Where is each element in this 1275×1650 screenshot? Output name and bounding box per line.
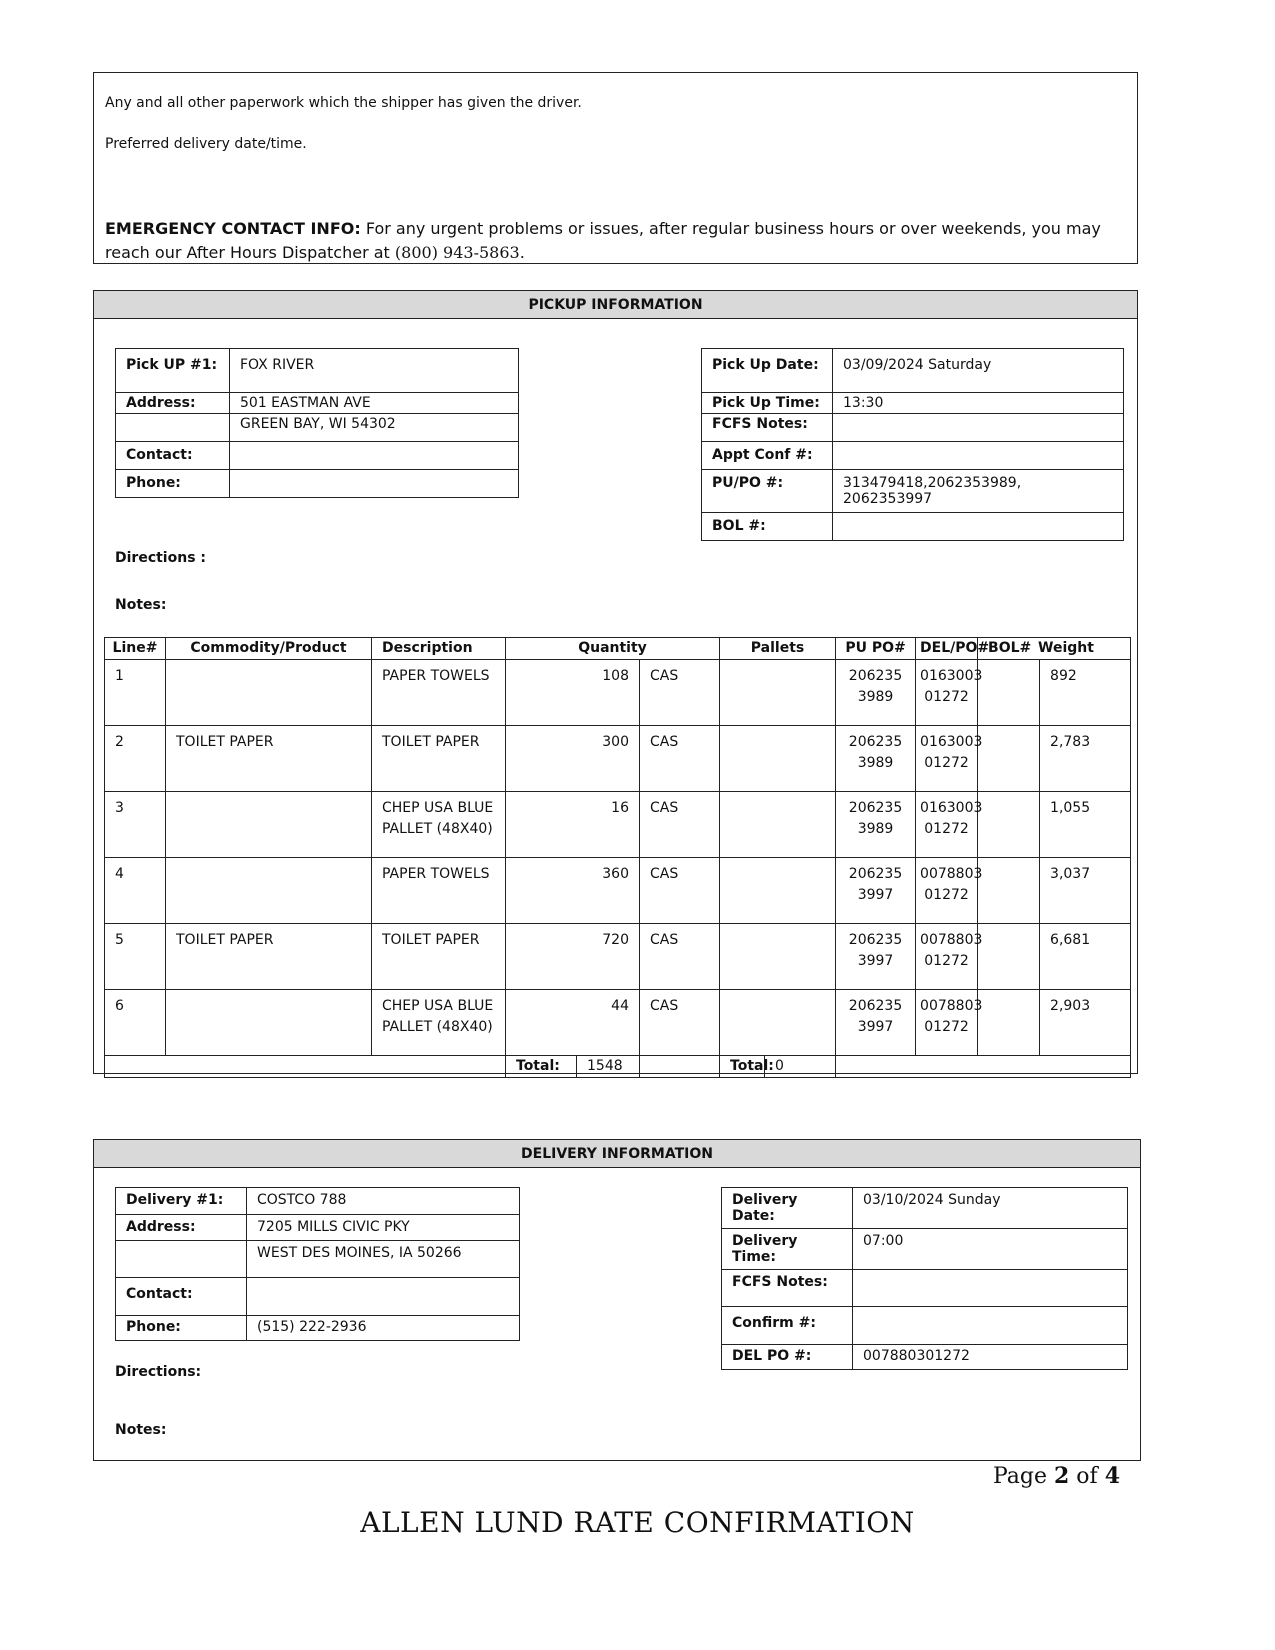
bol [978,858,1040,923]
pu-po-line2: 3997 [857,953,894,969]
commodity [166,792,372,858]
pu-po-line1: 206235 [848,998,903,1014]
del-po-line1: 0078803 [920,866,983,882]
pickup-number-value: FOX RIVER [230,349,519,393]
del-po-line2: 01272 [924,821,969,837]
delivery-section-header: DELIVERY INFORMATION [94,1140,1140,1168]
bol [978,792,1040,857]
pickup-schedule-table [701,348,1124,541]
pu-po [836,792,916,858]
delivery-contact-label: Contact: [116,1278,247,1316]
pu-po [836,660,916,726]
page-number [993,1463,1120,1489]
commodity [166,990,372,1056]
delivery-confirm-label: Confirm #: [722,1307,853,1345]
del-po [916,726,983,792]
bol [978,660,1040,725]
del-po-line2: 01272 [924,755,969,771]
pickup-directions-label: Directions : [115,550,206,566]
pickup-location-table [115,348,519,498]
pickup-appt-value [833,442,1124,470]
line-number: 4 [105,858,166,924]
table-row [105,726,1131,792]
del-po [916,660,983,726]
quantity: 300 [506,726,640,792]
commodity: TOILET PAPER [166,924,372,990]
pickup-section-header: PICKUP INFORMATION [94,291,1137,319]
description [372,858,506,924]
quantity-unit: CAS [640,990,720,1056]
pu-po-line1: 206235 [848,932,903,948]
pickup-phone-label: Phone: [116,470,230,498]
delivery-po-value: 007880301272 [853,1345,1128,1370]
pu-po-line2: 3997 [857,887,894,903]
pallets-total-value: 0 [765,1056,836,1078]
pu-po-line1: 206235 [848,866,903,882]
delivery-location-table [115,1187,520,1341]
pu-po [836,726,916,792]
qty-total-label: Total: [506,1056,577,1078]
quantity: 108 [506,660,640,726]
delivery-po-label: DEL PO #: [722,1345,853,1370]
pickup-date-value: 03/09/2024 Saturday [833,349,1124,393]
line-number: 3 [105,792,166,858]
pickup-address-label: Address: [116,393,230,414]
del-po-line2: 01272 [924,1019,969,1035]
pallets [720,660,836,726]
table-row [105,990,1131,1056]
delivery-date-label: Delivery Date: [722,1188,853,1229]
del-po-line1: 0163003 [920,800,983,816]
del-po [916,990,983,1056]
description [372,990,506,1056]
del-po [916,792,983,858]
pickup-date-label: Pick Up Date: [702,349,833,393]
col-bol: BOL# [988,640,1032,656]
delivery-address-line2: WEST DES MOINES, IA 50266 [247,1241,520,1278]
bol [978,924,1040,989]
bol-weight-cell [978,924,1131,990]
line-number: 6 [105,990,166,1056]
table-row [105,792,1131,858]
description [372,660,506,726]
page-total: 4 [1104,1463,1120,1489]
quantity-unit: CAS [640,924,720,990]
col-pu-po: PU PO# [836,638,916,660]
weight: 6,681 [1050,932,1091,948]
pickup-fcfs-value [833,414,1124,442]
pickup-contact-label: Contact: [116,442,230,470]
del-po-line2: 01272 [924,953,969,969]
delivery-number-value: COSTCO 788 [247,1188,520,1215]
document-title: ALLEN LUND RATE CONFIRMATION [360,1506,915,1539]
col-weight: Weight [1038,640,1094,656]
del-po [916,858,983,924]
qty-total-value: 1548 [577,1056,640,1078]
pickup-notes-label: Notes: [115,597,167,613]
page-current: 2 [1054,1463,1070,1489]
col-description: Description [372,638,506,660]
del-po-line2: 01272 [924,887,969,903]
bol-weight-cell [978,726,1131,792]
del-po-line1: 0078803 [920,998,983,1014]
pickup-po-label: PU/PO #: [702,470,833,513]
quantity: 360 [506,858,640,924]
bol-weight-cell [978,792,1131,858]
pu-po [836,858,916,924]
pickup-bol-label: BOL #: [702,513,833,541]
description-line1: CHEP USA BLUE [382,998,494,1014]
emergency-phone: (800) 943-5863. [394,243,525,262]
pallets-total-label: Total: [720,1056,765,1078]
pickup-phone-value [230,470,519,498]
pickup-time-value: 13:30 [833,393,1124,414]
description-line2: PALLET (48X40) [382,1019,493,1035]
col-commodity: Commodity/Product [166,638,372,660]
description-line1: TOILET PAPER [382,734,480,750]
col-del-po: DEL/PO# [916,638,978,660]
col-quantity: Quantity [506,638,720,660]
delivery-time-label: Delivery Time: [722,1229,853,1270]
weight: 1,055 [1050,800,1091,816]
delivery-contact-value [247,1278,520,1316]
pallets [720,858,836,924]
del-po-line1: 0163003 [920,668,983,684]
emergency-contact-label: EMERGENCY CONTACT INFO: [105,219,361,238]
pickup-po-value: 313479418,2062353989, 2062353997 [833,470,1124,513]
description-line1: PAPER TOWELS [382,668,490,684]
bol [978,990,1040,1055]
quantity: 720 [506,924,640,990]
description [372,726,506,792]
delivery-phone-label: Phone: [116,1316,247,1341]
weight: 2,783 [1050,734,1091,750]
pu-po-line2: 3997 [857,1019,894,1035]
del-po-line2: 01272 [924,689,969,705]
pu-po-line2: 3989 [857,755,894,771]
pickup-time-label: Pick Up Time: [702,393,833,414]
pickup-contact-value [230,442,519,470]
pu-po-line1: 206235 [848,668,903,684]
description-line1: TOILET PAPER [382,932,480,948]
commodity: TOILET PAPER [166,726,372,792]
line-number: 1 [105,660,166,726]
del-po-line1: 0163003 [920,734,983,750]
col-pallets: Pallets [720,638,836,660]
description-line1: PAPER TOWELS [382,866,490,882]
page-prefix: Page [992,1464,1054,1489]
bol-weight-cell [978,660,1131,726]
pu-po-line1: 206235 [848,800,903,816]
preferred-delivery-note: Preferred delivery date/time. [105,136,307,152]
pu-po [836,990,916,1056]
pickup-address-line2: GREEN BAY, WI 54302 [230,414,519,442]
pu-po-line2: 3989 [857,689,894,705]
pu-po-line1: 206235 [848,734,903,750]
bol-weight-cell [978,990,1131,1056]
delivery-address-label: Address: [116,1215,247,1241]
line-number: 2 [105,726,166,792]
pallets [720,726,836,792]
description-line1: CHEP USA BLUE [382,800,494,816]
delivery-date-value: 03/10/2024 Sunday [853,1188,1128,1229]
weight: 892 [1050,668,1077,684]
pickup-bol-value [833,513,1124,541]
quantity: 16 [506,792,640,858]
pickup-appt-label: Appt Conf #: [702,442,833,470]
commodity [166,660,372,726]
delivery-schedule-table [721,1187,1128,1370]
delivery-directions-label: Directions: [115,1364,202,1380]
page-of: of [1069,1464,1105,1489]
table-row [105,858,1131,924]
weight: 2,903 [1050,998,1091,1014]
quantity: 44 [506,990,640,1056]
col-bol-weight [978,638,1131,660]
delivery-fcfs-value [853,1270,1128,1307]
emergency-contact-text: For any urgent problems or issues, after regular business hours or over weekends, you may reach our After Hours Dispatcher at [105,219,1101,262]
del-po-line1: 0078803 [920,932,983,948]
delivery-number-label: Delivery #1: [116,1188,247,1215]
description [372,924,506,990]
pallets [720,990,836,1056]
delivery-time-value: 07:00 [853,1229,1128,1270]
description [372,792,506,858]
paperwork-note: Any and all other paperwork which the shipper has given the driver. [105,95,582,111]
quantity-unit: CAS [640,660,720,726]
commodity [166,858,372,924]
delivery-fcfs-label: FCFS Notes: [722,1270,853,1307]
pickup-number-label: Pick UP #1: [116,349,230,393]
table-row [105,924,1131,990]
pu-po-line2: 3989 [857,821,894,837]
description-line2: PALLET (48X40) [382,821,493,837]
del-po [916,924,983,990]
pallets [720,792,836,858]
delivery-phone-value: (515) 222-2936 [247,1316,520,1341]
table-row [105,660,1131,726]
quantity-unit: CAS [640,726,720,792]
pallets [720,924,836,990]
delivery-confirm-value [853,1307,1128,1345]
emergency-contact [105,217,1125,265]
bol-weight-cell [978,858,1131,924]
quantity-unit: CAS [640,792,720,858]
delivery-notes-label: Notes: [115,1422,167,1438]
bol [978,726,1040,791]
pu-po [836,924,916,990]
col-line: Line# [105,638,166,660]
quantity-unit: CAS [640,858,720,924]
pickup-section [93,290,1138,1074]
pickup-fcfs-label: FCFS Notes: [702,414,833,442]
commodity-table [104,637,1131,1078]
instructions-box [93,72,1138,264]
delivery-address-line1: 7205 MILLS CIVIC PKY [247,1215,520,1241]
pickup-address-line1: 501 EASTMAN AVE [230,393,519,414]
line-number: 5 [105,924,166,990]
weight: 3,037 [1050,866,1091,882]
delivery-section [93,1139,1141,1461]
